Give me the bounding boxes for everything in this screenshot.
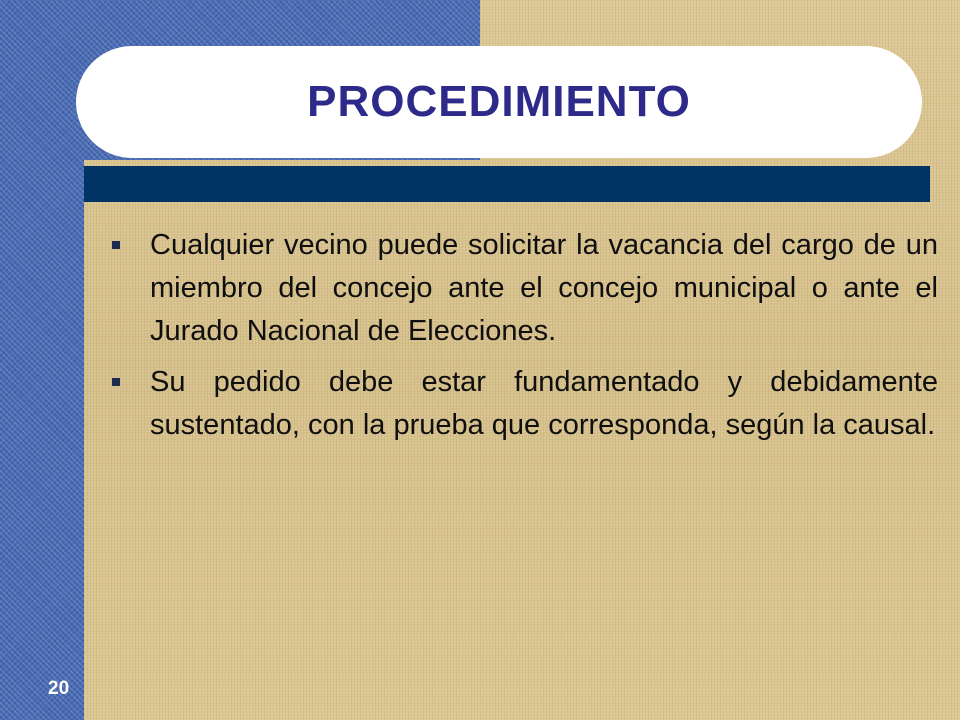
square-bullet-icon (112, 241, 120, 249)
title-box (76, 46, 922, 158)
bullet-text: Cualquier vecino puede solicitar la vacancia del cargo de un miembro del concejo ante el concejo municipal o ante el Jurado Nacional de Elecciones. (150, 229, 938, 347)
bullet-item (112, 224, 938, 353)
square-bullet-icon (112, 378, 120, 386)
page-number: 20 (48, 678, 70, 699)
bullet-list (112, 224, 938, 455)
title-underline-bar (84, 166, 930, 202)
slide-title: PROCEDIMIENTO (307, 77, 691, 126)
bullet-item (112, 361, 938, 447)
bullet-text: Su pedido debe estar fundamentado y debidamente sustentado, con la prueba que corresponda, según la causal. (150, 366, 938, 441)
